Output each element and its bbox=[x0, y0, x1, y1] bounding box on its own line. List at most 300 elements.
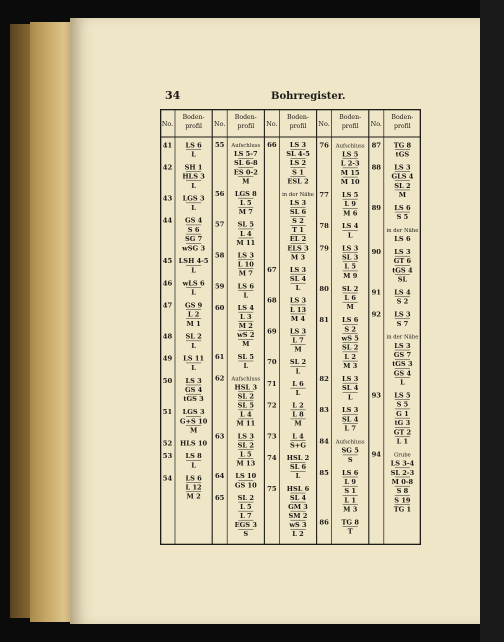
register-entry bbox=[319, 244, 358, 280]
profile-line: SL 6 bbox=[289, 208, 307, 217]
profile-line: SG 7 bbox=[184, 235, 203, 244]
register-entry bbox=[267, 380, 305, 397]
borehole-number: 56 bbox=[214, 189, 225, 198]
borehole-number: 48 bbox=[162, 332, 173, 341]
profile-line: L bbox=[191, 150, 196, 159]
profile-line: LS 4 bbox=[237, 303, 254, 312]
profile-line: L bbox=[191, 341, 196, 350]
register-entry bbox=[267, 454, 309, 480]
profile-line: LS 3 bbox=[342, 374, 359, 383]
profile-line: M bbox=[242, 177, 250, 186]
register-entry bbox=[163, 141, 202, 158]
profile-line: M bbox=[242, 340, 250, 349]
borehole-number: 62 bbox=[214, 374, 225, 383]
page-number: 34 bbox=[165, 89, 181, 102]
register-entry bbox=[163, 279, 205, 296]
profile-line: L 1 bbox=[396, 437, 409, 446]
borehole-number: 74 bbox=[267, 454, 277, 463]
profile-line: GS 9 bbox=[184, 301, 203, 310]
register-entry bbox=[282, 192, 314, 261]
header-profile: profil bbox=[237, 123, 255, 130]
profile-line: L 5 bbox=[240, 199, 252, 208]
profile-line: LS 5 bbox=[342, 150, 359, 159]
register-entry bbox=[163, 452, 202, 469]
profile-line: tGS bbox=[395, 150, 410, 159]
profile-line: M 7 bbox=[238, 208, 253, 217]
profile-line: L bbox=[191, 363, 196, 372]
profile-line: LS 11 bbox=[183, 354, 205, 363]
register-entry bbox=[215, 141, 261, 185]
profile-line: L bbox=[347, 231, 353, 240]
profile-line: LS 3 bbox=[289, 199, 307, 208]
profile-line: M 7 bbox=[238, 269, 253, 278]
profile-line: LS 3 bbox=[289, 141, 307, 150]
profile-line: L 4 bbox=[292, 432, 304, 441]
profile-line: LS 6 bbox=[185, 474, 202, 483]
borehole-number: 87 bbox=[371, 141, 382, 150]
borehole-number: 82 bbox=[319, 374, 329, 383]
profile-line: HSL 3 bbox=[234, 383, 258, 392]
register-entry bbox=[372, 288, 411, 305]
borehole-number: 71 bbox=[267, 379, 277, 388]
borehole-number: 50 bbox=[162, 376, 173, 385]
profile-line: SL 3 bbox=[342, 253, 359, 262]
profile-line: wLS 6 bbox=[182, 279, 205, 288]
profile-line: TG 8 bbox=[393, 141, 412, 150]
profile-line: SL 4 bbox=[289, 275, 307, 284]
profile-line: in der Nähe bbox=[386, 334, 419, 341]
profile-line: SL 4 bbox=[342, 384, 359, 393]
profile-line: SL bbox=[397, 275, 408, 284]
register-entry bbox=[267, 141, 310, 185]
profile-line: M 3 bbox=[290, 253, 306, 262]
profile-line: L bbox=[191, 181, 196, 190]
profile-line: L 4 bbox=[240, 229, 252, 238]
profile-line: LS 10 bbox=[235, 472, 257, 481]
register-entry bbox=[163, 408, 208, 434]
profile-line: SM 2 bbox=[288, 512, 308, 521]
profile-line: L bbox=[295, 284, 301, 293]
register-entry bbox=[215, 375, 261, 428]
profile-line: G 1 bbox=[396, 409, 409, 418]
profile-line: L 1 bbox=[344, 496, 356, 505]
borehole-number: 49 bbox=[162, 354, 173, 363]
borehole-number: 69 bbox=[267, 327, 277, 336]
borehole-number: 58 bbox=[214, 251, 225, 260]
profile-line: L bbox=[295, 472, 301, 481]
profile-line: wS 5 bbox=[341, 334, 359, 343]
header-no: No. bbox=[370, 120, 382, 128]
profile-line: tG 3 bbox=[394, 419, 411, 428]
profile-line: L bbox=[295, 367, 301, 376]
register-entry bbox=[319, 222, 358, 239]
register-entry bbox=[372, 392, 412, 446]
borehole-number: 59 bbox=[214, 282, 225, 291]
register-entry bbox=[163, 377, 204, 403]
register-entry bbox=[386, 228, 418, 243]
profile-line: GS 4 bbox=[393, 369, 412, 378]
profile-line: L bbox=[191, 288, 196, 297]
profile-line: L 8 bbox=[292, 410, 304, 419]
profile-line: L bbox=[243, 361, 249, 370]
register-entry bbox=[267, 297, 306, 323]
register-entry bbox=[163, 355, 204, 372]
profile-line: HLS 10 bbox=[180, 439, 208, 448]
profile-line: S 2 bbox=[344, 325, 357, 334]
borehole-number: 54 bbox=[162, 474, 173, 483]
profile-line: M bbox=[346, 303, 354, 312]
register-entry bbox=[319, 518, 359, 535]
profile-line: L 3 bbox=[240, 313, 252, 322]
background-edge bbox=[480, 0, 504, 642]
profile-line: HLS 3 bbox=[182, 172, 205, 181]
profile-line: LS 3 bbox=[237, 432, 254, 441]
register-entry bbox=[267, 266, 306, 292]
profile-line: S 5 bbox=[396, 400, 409, 409]
register-entry bbox=[215, 251, 254, 277]
register-entry bbox=[215, 353, 254, 370]
header-profile: Boden- bbox=[234, 114, 257, 121]
register-grid bbox=[160, 109, 421, 545]
book-spine bbox=[10, 24, 32, 618]
borehole-number: 75 bbox=[267, 484, 277, 493]
header-profile: Boden- bbox=[339, 114, 362, 121]
register-entry bbox=[372, 141, 412, 158]
profile-line: SL 6-8 bbox=[233, 159, 258, 168]
profile-line: L 2 bbox=[187, 310, 200, 319]
profile-line: S bbox=[347, 455, 353, 464]
borehole-number: 55 bbox=[214, 141, 225, 150]
profile-line: S 8 bbox=[396, 487, 409, 496]
profile-line: ESL 2 bbox=[287, 177, 309, 186]
profile-line: S bbox=[243, 530, 249, 539]
profile-line: LS 3 bbox=[394, 248, 411, 256]
profile-line: M 4 bbox=[290, 314, 306, 323]
register-entry bbox=[163, 257, 209, 274]
register-entry bbox=[163, 333, 202, 350]
register-entry bbox=[319, 316, 359, 370]
profile-line: M 3 bbox=[343, 362, 358, 371]
register-entry bbox=[372, 248, 413, 284]
profile-line: S+G bbox=[290, 441, 306, 450]
profile-line: M 0-8 bbox=[391, 478, 414, 486]
profile-line: L 7 bbox=[240, 512, 252, 521]
borehole-number: 42 bbox=[162, 163, 173, 172]
profile-line: GS 7 bbox=[393, 351, 412, 360]
profile-line: wS 3 bbox=[289, 521, 307, 530]
profile-line: L 7 bbox=[292, 336, 304, 345]
profile-line: L 6 bbox=[292, 379, 304, 388]
profile-line: LS 3 bbox=[237, 251, 254, 260]
borehole-number: 67 bbox=[267, 265, 277, 274]
profile-line: SL 5 bbox=[237, 220, 254, 229]
profile-line: SL 2-3 bbox=[390, 468, 415, 477]
register-entry bbox=[267, 402, 305, 428]
profile-line: M 9 bbox=[343, 271, 358, 280]
profile-line: LS 3 bbox=[394, 163, 411, 172]
borehole-number: 86 bbox=[319, 518, 329, 527]
borehole-number: 92 bbox=[371, 310, 382, 319]
profile-line: ES 0-2 bbox=[233, 168, 258, 177]
borehole-number: 60 bbox=[214, 303, 225, 312]
profile-line: T 1 bbox=[292, 226, 304, 235]
profile-line: LS 3 bbox=[394, 310, 411, 319]
profile-line: L 6 bbox=[344, 294, 356, 302]
register-entry bbox=[319, 438, 365, 464]
profile-line: EGS 3 bbox=[234, 521, 257, 530]
borehole-number: 76 bbox=[319, 141, 329, 150]
header-profile: Boden- bbox=[287, 114, 309, 121]
profile-line: wS 2 bbox=[237, 331, 255, 340]
profile-line: SL 4-5 bbox=[286, 150, 310, 159]
borehole-number: 53 bbox=[162, 452, 173, 461]
profile-line: GS 4 bbox=[184, 386, 203, 394]
borehole-number: 79 bbox=[319, 244, 329, 253]
profile-line: SL 6 bbox=[289, 463, 307, 472]
register-entry bbox=[163, 217, 206, 253]
profile-line: M 6 bbox=[343, 209, 358, 218]
borehole-number: 89 bbox=[371, 203, 382, 212]
profile-line: GS 10 bbox=[234, 481, 257, 490]
profile-line: M bbox=[398, 190, 407, 199]
profile-line: L bbox=[347, 393, 353, 402]
borehole-number: 61 bbox=[214, 352, 225, 361]
register-entry bbox=[372, 311, 411, 328]
profile-line: LS 6 bbox=[237, 282, 254, 291]
profile-line: LS 4 bbox=[394, 288, 411, 297]
profile-line: L bbox=[400, 378, 405, 387]
profile-line: G+S 10 bbox=[179, 417, 208, 426]
borehole-number: 85 bbox=[319, 468, 329, 477]
profile-line: LS 3 bbox=[289, 265, 307, 274]
register-entry bbox=[163, 163, 206, 189]
profile-line: SL 4 bbox=[342, 415, 359, 424]
profile-line: GT 6 bbox=[393, 257, 412, 266]
profile-line: S 5 bbox=[396, 213, 409, 222]
profile-line: M 11 bbox=[236, 238, 256, 247]
register-entry bbox=[215, 304, 254, 348]
register-entry bbox=[215, 494, 257, 538]
header-no: No. bbox=[266, 120, 278, 128]
profile-line: HSL 6 bbox=[286, 484, 310, 493]
header-profile: Boden- bbox=[182, 114, 205, 121]
borehole-number: 93 bbox=[371, 391, 382, 400]
profile-line: LS 3 bbox=[289, 296, 307, 305]
profile-line: M bbox=[294, 345, 302, 354]
header-profile: profil bbox=[341, 123, 359, 130]
borehole-number: 83 bbox=[319, 406, 329, 415]
register-entry bbox=[215, 472, 257, 489]
profile-line: LS 5 bbox=[394, 391, 411, 400]
profile-line: LS 3 bbox=[342, 406, 359, 415]
borehole-number: 72 bbox=[267, 401, 277, 410]
register-entry bbox=[267, 485, 310, 538]
borehole-number: 41 bbox=[162, 141, 173, 150]
profile-line: TG 1 bbox=[393, 505, 412, 514]
profile-line: LS 6 bbox=[394, 203, 411, 212]
profile-line: S 1 bbox=[292, 168, 304, 177]
header-profile: profil bbox=[185, 123, 202, 130]
borehole-number: 57 bbox=[214, 220, 225, 229]
profile-line: L 5 bbox=[240, 450, 252, 459]
borehole-register-table bbox=[160, 109, 421, 545]
register-entry bbox=[386, 335, 418, 387]
borehole-number: 46 bbox=[162, 279, 173, 288]
profile-line: S 1 bbox=[344, 487, 357, 496]
profile-line: LGS 8 bbox=[234, 189, 257, 198]
register-entry bbox=[267, 432, 306, 449]
header-profile: profil bbox=[289, 123, 307, 130]
register-entry bbox=[215, 432, 256, 467]
profile-line: L 4 bbox=[240, 410, 252, 419]
page-title: Bohrregister. bbox=[271, 91, 346, 102]
register-entry bbox=[163, 301, 203, 327]
profile-line: LS 3 bbox=[394, 341, 411, 350]
profile-line: LS 5-7 bbox=[233, 150, 258, 159]
borehole-number: 88 bbox=[371, 163, 382, 172]
profile-line: wSG 3 bbox=[182, 244, 206, 253]
profile-line: SG 5 bbox=[341, 446, 359, 455]
borehole-number: 52 bbox=[162, 439, 173, 448]
profile-line: ELS 3 bbox=[287, 244, 309, 253]
profile-line: M 3 bbox=[343, 505, 358, 514]
profile-line: L 9 bbox=[344, 200, 356, 209]
profile-line: S 7 bbox=[396, 319, 409, 328]
profile-line: L 2 bbox=[292, 401, 304, 410]
profile-line: TG 8 bbox=[341, 518, 359, 527]
profile-line: LSH 4-5 bbox=[178, 257, 209, 266]
profile-line: GT 2 bbox=[393, 428, 412, 437]
register-entry bbox=[319, 469, 358, 514]
profile-line: LS 6 bbox=[342, 316, 359, 325]
profile-line: SL 2 bbox=[185, 332, 202, 341]
profile-line: Aufschluss bbox=[335, 143, 365, 150]
borehole-number: 43 bbox=[162, 194, 173, 203]
header-profile: Boden- bbox=[391, 114, 414, 121]
profile-line: L 2 bbox=[344, 352, 356, 361]
header-no: No. bbox=[214, 120, 226, 128]
register-entry bbox=[319, 191, 358, 217]
profile-line: L 5 bbox=[344, 262, 356, 271]
register-entry bbox=[372, 204, 411, 221]
profile-line: SH 1 bbox=[184, 163, 203, 172]
borehole-number: 66 bbox=[267, 141, 277, 150]
profile-line: M bbox=[294, 419, 302, 428]
borehole-number: 44 bbox=[162, 216, 173, 225]
header-no: No. bbox=[161, 120, 174, 128]
profile-line: M 2 bbox=[238, 322, 253, 331]
profile-line: Grube bbox=[394, 452, 411, 459]
profile-line: L bbox=[243, 291, 249, 300]
profile-line: LS 3 bbox=[185, 376, 202, 385]
borehole-number: 51 bbox=[162, 408, 173, 417]
register-entry bbox=[215, 282, 254, 299]
profile-line: S 6 bbox=[187, 225, 200, 234]
register-entry bbox=[372, 450, 415, 513]
profile-line: L bbox=[191, 461, 196, 470]
profile-line: S 2 bbox=[292, 217, 304, 226]
borehole-number: 91 bbox=[371, 288, 382, 297]
register-entry bbox=[215, 221, 255, 247]
profile-line: SL 2 bbox=[394, 181, 411, 190]
register-entry bbox=[267, 327, 306, 353]
borehole-number: 63 bbox=[214, 432, 225, 441]
profile-line: GM 3 bbox=[288, 502, 308, 511]
borehole-number: 73 bbox=[267, 432, 277, 441]
borehole-number: 65 bbox=[214, 493, 225, 502]
profile-line: L 5 bbox=[240, 502, 252, 511]
header-no: No. bbox=[318, 120, 330, 128]
profile-line: LS 3-4 bbox=[390, 459, 415, 468]
profile-line: SL 2 bbox=[237, 493, 254, 502]
profile-line: M bbox=[189, 426, 198, 435]
register-entry bbox=[163, 474, 202, 500]
register-entry bbox=[319, 285, 358, 311]
profile-line: GS 4 bbox=[184, 216, 203, 225]
profile-line: tGS 4 bbox=[392, 266, 413, 275]
profile-line: M 2 bbox=[186, 492, 201, 501]
profile-line: L bbox=[295, 388, 301, 397]
profile-line: LS 6 bbox=[185, 141, 202, 150]
profile-line: SL 2 bbox=[342, 343, 359, 352]
register-entry bbox=[163, 439, 208, 447]
profile-line: L 10 bbox=[237, 260, 254, 269]
register-entry bbox=[319, 141, 365, 186]
register-entry bbox=[163, 195, 205, 212]
profile-line: SL 2 bbox=[289, 358, 307, 367]
profile-line: L 12 bbox=[185, 483, 202, 492]
profile-line: LGS 3 bbox=[182, 194, 205, 203]
profile-line: L 7 bbox=[344, 424, 356, 433]
borehole-number: 70 bbox=[267, 358, 277, 367]
profile-line: Aufschluss bbox=[335, 439, 365, 446]
profile-line: LS 6 bbox=[394, 235, 411, 244]
profile-line: L 9 bbox=[344, 478, 356, 486]
register-entry bbox=[215, 190, 257, 216]
profile-line: tGS 3 bbox=[392, 360, 413, 369]
register-entry bbox=[372, 163, 414, 199]
profile-line: L 2 bbox=[292, 530, 304, 539]
profile-line: L 2-3 bbox=[340, 159, 360, 168]
profile-line: SL 5 bbox=[237, 401, 254, 410]
borehole-number: 84 bbox=[319, 437, 329, 446]
profile-line: M 15 bbox=[340, 168, 360, 177]
profile-line: Aufschluss bbox=[231, 376, 261, 383]
borehole-number: 64 bbox=[214, 472, 225, 481]
profile-line: LS 4 bbox=[342, 222, 359, 231]
header-profile: profil bbox=[394, 123, 411, 130]
profile-line: LS 5 bbox=[342, 190, 359, 199]
profile-line: SL 4 bbox=[289, 493, 307, 502]
profile-line: M 1 bbox=[186, 319, 201, 328]
profile-line: tGS 3 bbox=[183, 395, 204, 404]
borehole-number: 90 bbox=[371, 248, 382, 256]
borehole-number: 77 bbox=[319, 190, 329, 199]
profile-line: S 2 bbox=[396, 297, 409, 306]
borehole-number: 94 bbox=[371, 450, 382, 459]
profile-line: SL 2 bbox=[237, 441, 254, 450]
profile-line: LS 3 bbox=[289, 327, 307, 336]
profile-line: L bbox=[191, 203, 196, 212]
profile-line: Aufschluss bbox=[231, 143, 261, 150]
profile-line: S 19 bbox=[394, 496, 411, 505]
borehole-number: 81 bbox=[319, 316, 329, 325]
profile-line: LS 6 bbox=[342, 468, 359, 477]
profile-line: GLS 4 bbox=[391, 172, 414, 181]
profile-line: LS 8 bbox=[185, 452, 202, 461]
register-entry bbox=[319, 406, 358, 432]
profile-line: L bbox=[191, 266, 196, 275]
